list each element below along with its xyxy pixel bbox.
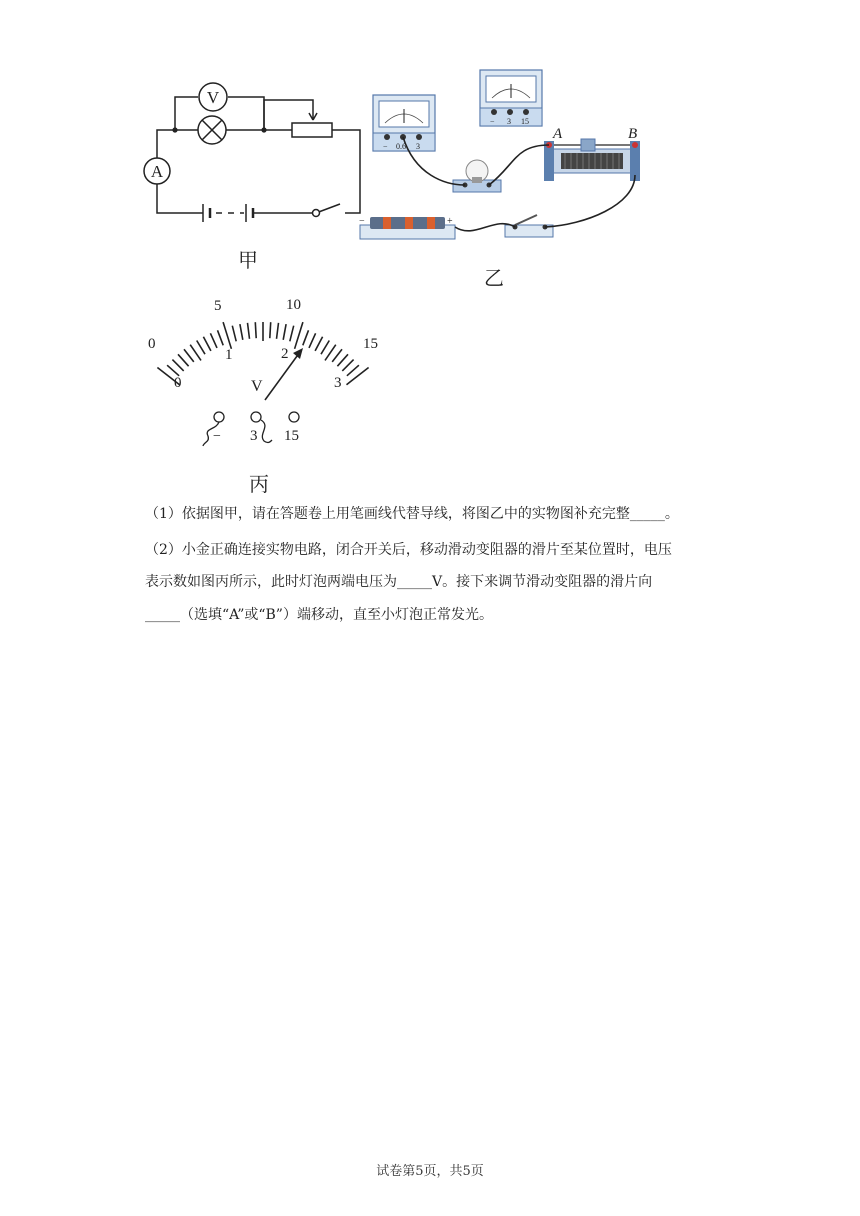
svg-text:3: 3 bbox=[334, 375, 342, 391]
svg-text:A: A bbox=[553, 126, 563, 142]
dial-tick bbox=[197, 341, 205, 355]
dial-tick bbox=[248, 323, 250, 339]
caption-yi: 乙 bbox=[484, 266, 504, 290]
svg-text:V: V bbox=[206, 88, 220, 107]
caption-jia: 甲 bbox=[238, 248, 258, 272]
svg-text:+: + bbox=[447, 216, 453, 227]
dial-tick bbox=[309, 333, 316, 348]
svg-text:0: 0 bbox=[148, 336, 156, 352]
dial-tick bbox=[347, 365, 359, 376]
svg-text:B: B bbox=[628, 126, 638, 142]
dial-tick bbox=[218, 330, 224, 345]
question-2-line-1: （2）小金正确连接实物电路，闭合开关后，移动滑动变阻器的滑片至某位置时，电压 bbox=[145, 542, 672, 558]
dial-tick bbox=[342, 360, 353, 371]
question-1: （1）依据图甲，请在答题卷上用笔画线代替导线，将图乙中的实物图补充完整_____。 bbox=[145, 506, 679, 522]
svg-text:2: 2 bbox=[281, 346, 289, 362]
svg-text:−: − bbox=[490, 117, 495, 126]
svg-text:−: − bbox=[359, 216, 365, 227]
battery-symbol bbox=[203, 204, 253, 222]
svg-text:15: 15 bbox=[521, 117, 529, 126]
circuit-diagram-jia bbox=[140, 80, 370, 240]
svg-text:−: − bbox=[383, 142, 388, 151]
dial-tick bbox=[223, 322, 231, 349]
lamp-device bbox=[453, 160, 501, 192]
dial-tick bbox=[240, 324, 243, 340]
question-2-line-3: _____（选填“A”或“B”）端移动，直至小灯泡正常发光。 bbox=[145, 607, 493, 623]
svg-text:5: 5 bbox=[214, 298, 222, 314]
svg-text:0: 0 bbox=[174, 375, 182, 391]
svg-text:−: − bbox=[213, 429, 221, 444]
voltmeter-dial-bing bbox=[138, 290, 388, 450]
dial-tick bbox=[290, 326, 294, 342]
svg-text:15: 15 bbox=[284, 428, 299, 444]
svg-text:10: 10 bbox=[286, 297, 301, 313]
dial-tick bbox=[325, 345, 336, 361]
svg-text:0.6: 0.6 bbox=[396, 142, 406, 151]
dial-tick bbox=[332, 349, 342, 362]
dial-tick bbox=[232, 326, 236, 342]
svg-text:3: 3 bbox=[507, 117, 511, 126]
battery-device bbox=[359, 216, 455, 239]
dial-tick bbox=[315, 337, 323, 351]
ammeter-device bbox=[373, 95, 435, 151]
svg-text:15: 15 bbox=[363, 336, 378, 352]
dial-tick bbox=[321, 341, 329, 355]
svg-text:A: A bbox=[150, 162, 164, 181]
dial-tick bbox=[178, 354, 189, 366]
dial-tick bbox=[190, 345, 201, 361]
page-footer: 试卷第5页，共5页 bbox=[376, 1164, 484, 1179]
svg-text:3: 3 bbox=[250, 428, 258, 444]
dial-tick bbox=[277, 323, 279, 339]
dial-tick bbox=[337, 354, 348, 366]
dial-tick bbox=[203, 337, 211, 351]
dial-tick bbox=[184, 349, 194, 362]
dial-tick bbox=[303, 330, 309, 345]
dial-tick bbox=[210, 333, 217, 348]
dial-tick bbox=[347, 368, 369, 385]
svg-text:3: 3 bbox=[416, 142, 420, 151]
dial-tick bbox=[283, 324, 286, 340]
dial-tick bbox=[172, 360, 183, 371]
rheostat-symbol bbox=[292, 123, 332, 137]
physical-circuit-yi bbox=[355, 65, 670, 245]
dial-tick bbox=[295, 322, 303, 349]
voltmeter-device bbox=[480, 70, 542, 126]
rheostat-device bbox=[544, 139, 640, 181]
svg-text:V: V bbox=[251, 378, 263, 395]
dial-tick bbox=[255, 322, 256, 338]
dial-tick bbox=[270, 322, 271, 338]
question-2-line-2: 表示数如图丙所示，此时灯泡两端电压为_____V。接下来调节滑动变阻器的滑片向 bbox=[145, 574, 653, 590]
caption-bing: 丙 bbox=[249, 472, 269, 496]
svg-text:1: 1 bbox=[225, 347, 233, 363]
